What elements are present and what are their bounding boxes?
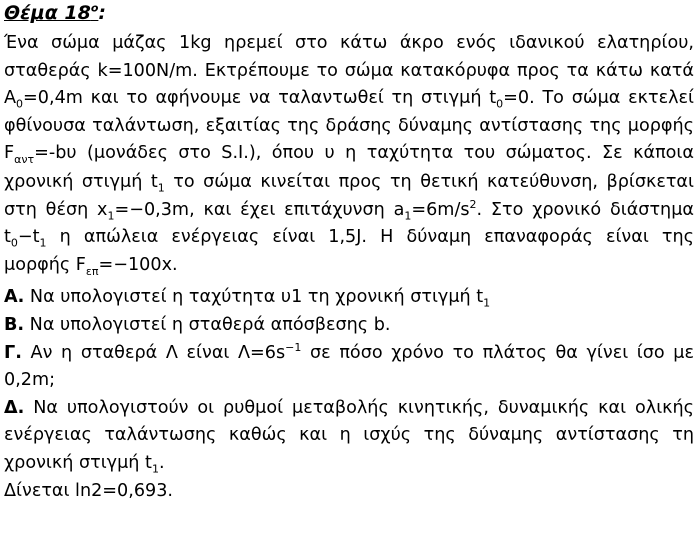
subscript: 1 [107, 209, 115, 223]
subscript: 0 [496, 97, 504, 111]
title-colon: : [98, 2, 106, 24]
text: =−100x. [98, 254, 178, 275]
statement-line-2: σταθεράς k=100N/m. Εκτρέπουμε το σώμα κατακόρυφα προς τα κάτω κατά [4, 60, 694, 81]
exercise-title [4, 0, 694, 30]
statement-line-1: Ένα σώμα μάζας 1kg ηρεμεί στο κάτω άκρο ενός ιδανικού ελατηρίου, [4, 33, 694, 53]
subscript: 1 [39, 236, 47, 250]
question-a-text: Να υπολογιστεί η ταχύτητα υ1 τη χρονική στιγμή t [24, 287, 484, 308]
question-b-label: Β. [4, 314, 25, 335]
text: =-bυ (μονάδες στο S.I.), όπου υ η ταχύτητα του σώματος. Σε κάποια [34, 143, 694, 164]
question-d-line-2: ενέργειας ταλάντωσης καθώς και η ισχύς της δύναμης αντίστασης τη [4, 425, 694, 446]
question-c [4, 340, 694, 395]
question-c-label: Γ. [4, 342, 22, 363]
text: στη θέση x [4, 199, 108, 220]
title-text [4, 2, 98, 24]
question-c-text: σε πόσο χρόνο το πλάτος θα γίνει ίσο με [301, 342, 695, 363]
text: . Στο χρονικό διάστημα [476, 199, 694, 220]
subscript: 1 [151, 462, 159, 476]
subscript: 1 [404, 209, 412, 223]
statement-line-4: φθίνουσα ταλάντωση, εξαιτίας της δράσης δύναμης αντίστασης της μορφής [4, 115, 694, 136]
question-a-label: Α. [4, 287, 25, 308]
question-a [4, 284, 694, 312]
question-d-text: Να υπολογιστούν οι ρυθμοί μεταβολής κινητικής, δυναμικής και ολικής [24, 397, 694, 418]
subscript: 0 [16, 97, 24, 111]
text: =6m/s [411, 199, 470, 220]
title-superscript: ο [90, 1, 99, 15]
given-line: Δίνεται ln2=0,693. [4, 480, 173, 501]
subscript-ep: επ [85, 264, 99, 278]
question-b-line [4, 312, 694, 340]
subscript: 1 [157, 181, 165, 195]
question-d-text: χρονική στιγμή t [4, 452, 152, 473]
subscript: 1 [483, 296, 491, 310]
statement-line-9 [4, 252, 694, 281]
exercise-page [4, 0, 694, 505]
text: t [4, 227, 11, 248]
question-b-text: Να υπολογιστεί η σταθερά απόσβεσης b. [24, 314, 391, 335]
superscript: 2 [469, 197, 477, 211]
text: −t [17, 227, 40, 248]
question-c-text: Αν η σταθερά Λ είναι Λ=6s [21, 342, 286, 363]
text: =0. Το σώμα εκτελεί [503, 88, 694, 109]
subscript-ant: αντ [14, 153, 35, 167]
question-c-line-1 [4, 340, 694, 368]
title-label: Θέμα 18 [4, 2, 91, 24]
statement-line-6 [4, 169, 694, 197]
question-d [4, 395, 694, 478]
statement-line-7 [4, 197, 694, 225]
given-data [4, 478, 694, 506]
symbol-A0: A [4, 88, 17, 109]
text: =0,4m και το αφήνουμε να ταλαντωθεί τη στιγμή t [23, 88, 497, 109]
problem-statement [4, 30, 694, 280]
symbol-F: F [4, 143, 15, 164]
statement-line-5 [4, 140, 694, 169]
question-d-line-3 [4, 450, 694, 478]
text: μορφής F [4, 254, 86, 275]
text: η απώλεια ενέργειας είναι 1,5J. Η δύναμη επαναφοράς είναι της [46, 227, 694, 248]
question-d-line-1 [4, 395, 694, 423]
text: το σώμα κινείται προς τη θετική κατεύθυνση, βρίσκεται [164, 171, 694, 192]
text: =−0,3m, και έχει επιτάχυνση a [114, 199, 405, 220]
statement-line-3 [4, 85, 694, 113]
text: χρονική στιγμή t [4, 171, 158, 192]
question-c-line-2: 0,2m; [4, 370, 56, 391]
text: . [158, 452, 165, 473]
question-d-label: Δ. [4, 397, 25, 418]
question-b [4, 312, 694, 340]
statement-line-8 [4, 224, 694, 252]
superscript: −1 [285, 340, 302, 354]
subscript: 0 [10, 236, 18, 250]
question-a-line [4, 284, 694, 312]
